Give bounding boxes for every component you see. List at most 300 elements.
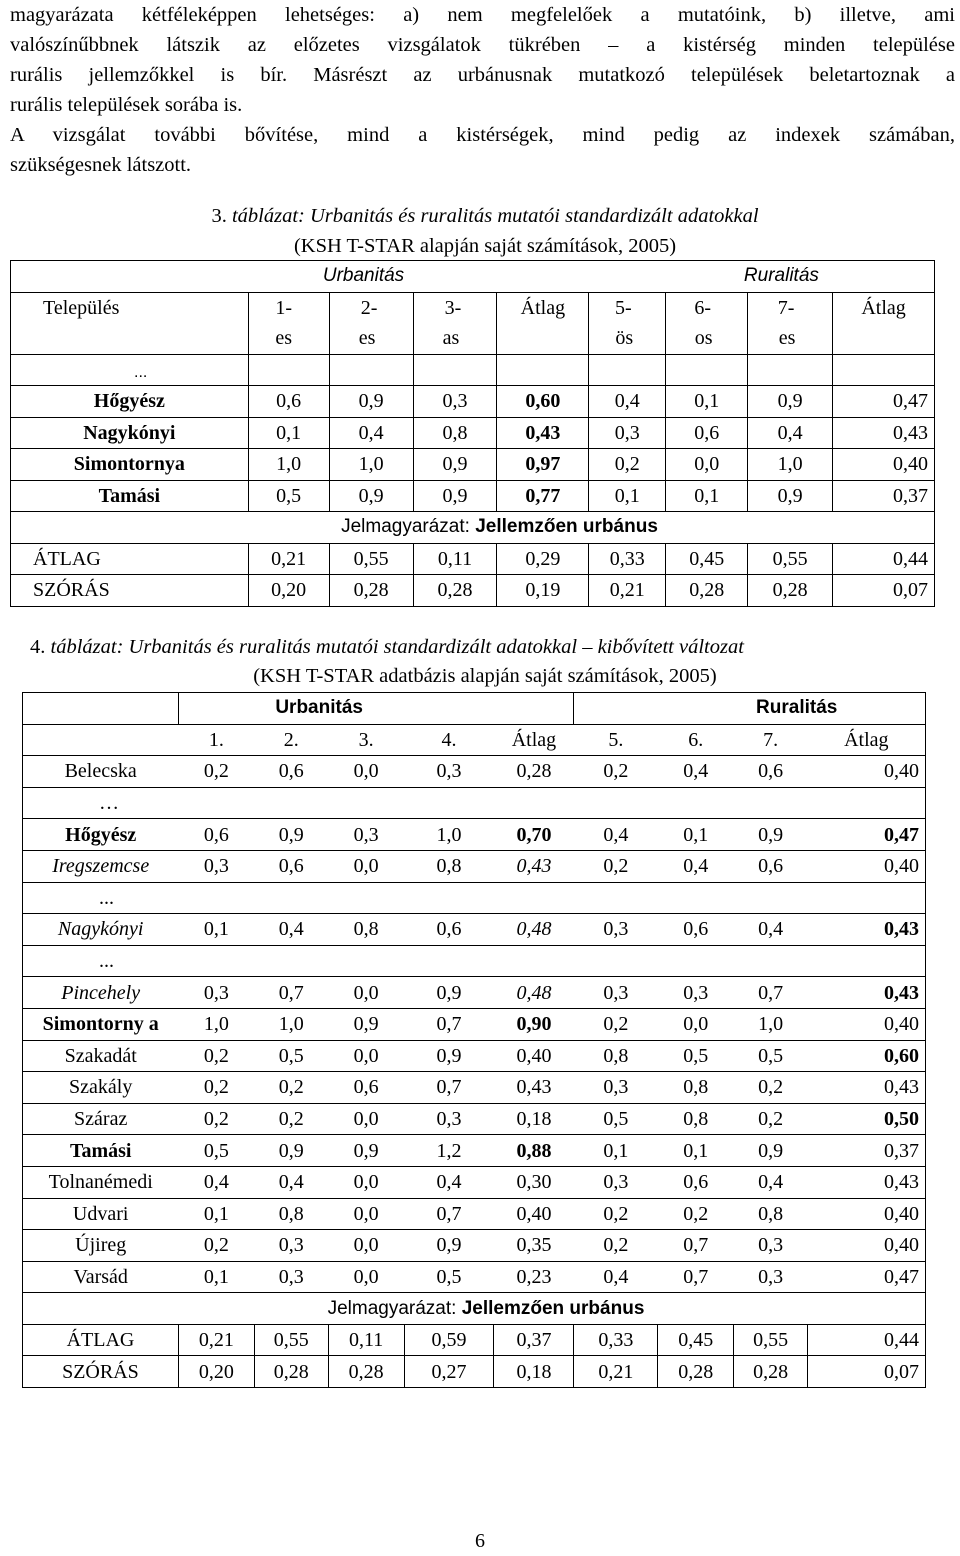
intro-line: rurális jellemzőkkel is bír. Másrészt az urbánusnak mutatkozó települések beletartoznak a — [10, 64, 955, 86]
table-cell: 0,21 — [178, 1324, 254, 1356]
table3-caption-source: (KSH T-STAR alapján saját számítások, 2005) — [293, 235, 677, 257]
table3-col-header: Átlag — [497, 292, 589, 323]
table-cell: 0,55 — [329, 543, 413, 575]
table-cell: 0,6 — [404, 914, 494, 946]
table3-legend-row — [11, 512, 935, 544]
table-cell: 1,0 — [404, 819, 494, 851]
table-cell: 0,8 — [658, 1103, 734, 1135]
table-cell: 0,27 — [404, 1356, 494, 1388]
table4-col-header: 7. — [734, 724, 808, 756]
settlement-name: Száraz — [23, 1103, 179, 1135]
table4-group-ruralitas: Ruralitás — [574, 693, 926, 725]
table-cell: 0,28 — [494, 756, 574, 788]
table-cell: 0,47 — [808, 1261, 926, 1293]
table-row — [23, 850, 926, 882]
table-cell: 0,5 — [254, 1040, 328, 1072]
table-cell: 0,1 — [178, 1261, 254, 1293]
table-cell: 0,40 — [808, 850, 926, 882]
table-cell: 0,43 — [808, 1072, 926, 1104]
table3-group-header — [11, 261, 935, 293]
table-cell: 0,9 — [329, 386, 413, 418]
table-cell: 0,43 — [808, 1166, 926, 1198]
table-cell: 0,4 — [658, 850, 734, 882]
table-cell: 0,60 — [497, 386, 589, 418]
table-cell: 0,07 — [833, 575, 935, 607]
table-cell: 0,77 — [497, 480, 589, 512]
table-cell: 0,88 — [494, 1135, 574, 1167]
table-cell: 0,7 — [658, 1230, 734, 1262]
table-row — [11, 480, 935, 512]
settlement-name: Hőgyész — [23, 819, 179, 851]
table-row — [23, 1008, 926, 1040]
table-cell: 0,7 — [404, 1008, 494, 1040]
table-cell: 0,2 — [178, 756, 254, 788]
table-cell: 0,1 — [658, 1135, 734, 1167]
table-cell: 0,37 — [833, 480, 935, 512]
table3-ellipsis: ... — [134, 364, 148, 381]
table-row — [23, 1230, 926, 1262]
settlement-name: Tamási — [11, 480, 249, 512]
intro-paragraph — [10, 0, 955, 180]
table-cell: 0,35 — [494, 1230, 574, 1262]
table-cell: 0,0 — [328, 1261, 404, 1293]
table-row — [11, 386, 935, 418]
table-cell: 0,0 — [328, 1166, 404, 1198]
table-cell: 0,28 — [666, 575, 748, 607]
table-cell: 0,47 — [833, 386, 935, 418]
table-cell: 0,2 — [574, 1230, 658, 1262]
table-cell: 1,0 — [178, 1008, 254, 1040]
table-row — [23, 819, 926, 851]
table-cell: 0,44 — [808, 1324, 926, 1356]
table-cell: 0,33 — [574, 1324, 658, 1356]
table-cell: 0,4 — [574, 819, 658, 851]
settlement-name: Udvari — [23, 1198, 179, 1230]
table-cell: 0,37 — [494, 1324, 574, 1356]
table-cell: 0,2 — [574, 850, 658, 882]
table-cell: 0,8 — [574, 1040, 658, 1072]
table-cell: 0,48 — [494, 977, 574, 1009]
table-cell: 0,5 — [248, 480, 329, 512]
settlement-name: Nagykónyi — [11, 417, 249, 449]
table4-col-header: 4. — [404, 724, 494, 756]
stats-label: ÁTLAG — [23, 1324, 179, 1356]
table-cell: 0,5 — [574, 1103, 658, 1135]
table-cell: 0,1 — [178, 914, 254, 946]
table-cell: 0,9 — [328, 1135, 404, 1167]
intro-line: rurális települések sorába is. — [10, 94, 243, 116]
table-row — [23, 1135, 926, 1167]
table-cell: 0,37 — [808, 1135, 926, 1167]
table-cell: 0,3 — [178, 977, 254, 1009]
table-cell: 0,5 — [178, 1135, 254, 1167]
table-cell: 0,18 — [494, 1356, 574, 1388]
table-cell: 0,3 — [254, 1230, 328, 1262]
table-cell: 0,40 — [494, 1040, 574, 1072]
table-cell: 0,7 — [254, 977, 328, 1009]
table-cell: 0,1 — [666, 386, 748, 418]
table-cell: 0,45 — [658, 1324, 734, 1356]
table3-col-header-suffix: es — [329, 323, 413, 354]
table-cell: 0,3 — [589, 417, 666, 449]
table3-col-header-suffix: as — [413, 323, 497, 354]
table-cell: 0,40 — [808, 1230, 926, 1262]
table-cell: 0,55 — [734, 1324, 808, 1356]
table-cell: 0,28 — [413, 575, 497, 607]
table-cell: 0,6 — [254, 756, 328, 788]
table3-col-header-suffix: ös — [589, 323, 666, 354]
table-cell: 0,0 — [328, 1230, 404, 1262]
table-cell: 0,8 — [413, 417, 497, 449]
table3-col-header: 6- — [666, 292, 748, 323]
table-cell: 0,19 — [497, 575, 589, 607]
table-cell: 0,2 — [254, 1103, 328, 1135]
table-cell: 0,43 — [808, 914, 926, 946]
table-cell: 0,1 — [658, 819, 734, 851]
table-row — [23, 1103, 926, 1135]
table4-col-header: 3. — [328, 724, 404, 756]
table-cell: 0,40 — [808, 1198, 926, 1230]
stats-label: SZÓRÁS — [11, 575, 249, 607]
table4-caption-source: (KSH T-STAR adatbázis alapján saját számítások, 2005) — [253, 665, 717, 687]
table3-col-header-suffix: es — [248, 323, 329, 354]
table-cell: 0,90 — [494, 1008, 574, 1040]
table4-col-header: Átlag — [808, 724, 926, 756]
table-cell: 0,43 — [833, 417, 935, 449]
intro-line: szükségesnek látszott. — [10, 154, 192, 176]
table-cell: 0,4 — [404, 1166, 494, 1198]
table4-group-header — [23, 693, 926, 725]
table-cell: 0,6 — [328, 1072, 404, 1104]
settlement-name: Szakadát — [23, 1040, 179, 1072]
table-cell: 0,30 — [494, 1166, 574, 1198]
table-cell: 0,1 — [574, 1135, 658, 1167]
table-row — [23, 1166, 926, 1198]
table-cell: 0,3 — [574, 1072, 658, 1104]
settlement-name: Tamási — [23, 1135, 179, 1167]
table-cell: 0,3 — [404, 1103, 494, 1135]
table-cell: 0,3 — [404, 756, 494, 788]
ellipsis-cell: ... — [23, 945, 926, 977]
table-cell: 0,4 — [589, 386, 666, 418]
table-row — [23, 1072, 926, 1104]
stats-row — [11, 575, 935, 607]
table-cell: 0,6 — [658, 914, 734, 946]
table-cell: 0,43 — [497, 417, 589, 449]
table-cell: 0,07 — [808, 1356, 926, 1388]
table-cell: 0,28 — [658, 1356, 734, 1388]
table-cell: 0,43 — [494, 850, 574, 882]
table-cell: 1,0 — [329, 449, 413, 481]
table-cell: 0,9 — [734, 819, 808, 851]
table-cell: 0,7 — [658, 1261, 734, 1293]
table3-caption-number: 3. — [211, 205, 227, 227]
table-cell: 0,7 — [404, 1072, 494, 1104]
table-row — [23, 1198, 926, 1230]
table-cell: 0,28 — [254, 1356, 328, 1388]
table4-caption — [30, 632, 935, 662]
table-cell: 0,3 — [574, 914, 658, 946]
table-cell: 0,11 — [328, 1324, 404, 1356]
table-cell: 0,2 — [589, 449, 666, 481]
settlement-name: Tolnanémedi — [23, 1166, 179, 1198]
table-cell: 0,40 — [833, 449, 935, 481]
settlement-name: Simontornya — [11, 449, 249, 481]
table-cell: 0,48 — [494, 914, 574, 946]
stats-row — [11, 543, 935, 575]
table-cell: 0,20 — [178, 1356, 254, 1388]
table-cell: 0,6 — [734, 756, 808, 788]
table-cell: 0,5 — [404, 1261, 494, 1293]
table-cell: 0,28 — [748, 575, 833, 607]
table4-caption-number: 4. — [30, 636, 46, 658]
settlement-name: Hőgyész — [11, 386, 249, 418]
table-cell: 0,2 — [734, 1103, 808, 1135]
table-cell: 0,1 — [248, 417, 329, 449]
intro-line: magyarázata kétféleképpen lehetséges: a) nem megfelelőek a mutatóink, b) illetve, ami — [10, 4, 955, 26]
table3-group-urbanitas: Urbanitás — [322, 265, 405, 287]
table-cell: 0,0 — [328, 1103, 404, 1135]
table-cell: 0,0 — [328, 1040, 404, 1072]
table-cell: 0,29 — [497, 543, 589, 575]
table-cell: 0,60 — [808, 1040, 926, 1072]
table-cell: 1,0 — [254, 1008, 328, 1040]
table3-col-header: 7- — [748, 292, 833, 323]
table-cell: 0,11 — [413, 543, 497, 575]
table4-col-header: 2. — [254, 724, 328, 756]
table-cell: 0,2 — [734, 1072, 808, 1104]
table-cell: 0,43 — [494, 1072, 574, 1104]
table-cell: 0,3 — [254, 1261, 328, 1293]
table-cell: 0,8 — [328, 914, 404, 946]
table-cell: 0,5 — [658, 1040, 734, 1072]
table-cell: 0,3 — [658, 977, 734, 1009]
table3-col-header: Átlag — [833, 292, 935, 323]
table-cell: 0,6 — [254, 850, 328, 882]
table-cell: 0,9 — [328, 1008, 404, 1040]
ellipsis-row — [23, 882, 926, 914]
table-cell: 0,1 — [589, 480, 666, 512]
stats-row — [23, 1324, 926, 1356]
table-cell: 0,2 — [574, 1008, 658, 1040]
table-cell: 0,9 — [748, 386, 833, 418]
stats-row — [23, 1356, 926, 1388]
table-cell: 0,9 — [748, 480, 833, 512]
table-cell: 1,0 — [248, 449, 329, 481]
table-cell: 0,45 — [666, 543, 748, 575]
table-cell: 0,9 — [413, 449, 497, 481]
ellipsis-cell: ... — [23, 882, 926, 914]
table-cell: 0,4 — [254, 1166, 328, 1198]
table-cell: 0,59 — [404, 1324, 494, 1356]
table3-caption — [135, 201, 835, 231]
intro-line: valószínűbbnek látszik az előzetes vizsgálatok tükrében – a kistérség minden települése — [10, 34, 955, 56]
table-cell: 0,9 — [254, 819, 328, 851]
table-cell: 0,2 — [178, 1230, 254, 1262]
table4-col-header: 6. — [658, 724, 734, 756]
table3-col-settlement: Település — [43, 296, 120, 319]
table4-col-header: Átlag — [494, 724, 574, 756]
table-cell: 0,23 — [494, 1261, 574, 1293]
table-cell: 1,0 — [748, 449, 833, 481]
table-cell: 0,2 — [658, 1198, 734, 1230]
table-cell: 0,3 — [178, 850, 254, 882]
table-cell: 0,97 — [497, 449, 589, 481]
table-row — [23, 1040, 926, 1072]
table-cell: 0,3 — [734, 1261, 808, 1293]
table-cell: 0,33 — [589, 543, 666, 575]
table-cell: 1,0 — [734, 1008, 808, 1040]
table-cell: 0,6 — [658, 1166, 734, 1198]
table-cell: 0,6 — [178, 819, 254, 851]
table-cell: 0,9 — [734, 1135, 808, 1167]
table-cell: 0,9 — [254, 1135, 328, 1167]
table-row — [23, 1261, 926, 1293]
settlement-name: Belecska — [23, 756, 179, 788]
table-cell: 0,2 — [574, 1198, 658, 1230]
table-cell: 0,4 — [734, 914, 808, 946]
table-cell: 0,2 — [574, 756, 658, 788]
table3-group-ruralitas: Ruralitás — [743, 265, 819, 287]
table-cell: 0,3 — [328, 819, 404, 851]
table-cell: 0,6 — [248, 386, 329, 418]
table-cell: 1,2 — [404, 1135, 494, 1167]
table-row — [11, 449, 935, 481]
table-cell: 0,0 — [328, 1198, 404, 1230]
table4 — [22, 692, 926, 1388]
table-cell: 0,8 — [404, 850, 494, 882]
stats-label: ÁTLAG — [11, 543, 249, 575]
table-cell: 0,70 — [494, 819, 574, 851]
table-cell: 0,21 — [589, 575, 666, 607]
table-cell: 0,2 — [178, 1103, 254, 1135]
table-cell: 0,40 — [808, 756, 926, 788]
table-cell: 0,21 — [248, 543, 329, 575]
settlement-name: Újireg — [23, 1230, 179, 1262]
table-cell: 0,0 — [666, 449, 748, 481]
settlement-name: Szakály — [23, 1072, 179, 1104]
table-cell: 0,40 — [808, 1008, 926, 1040]
table-cell: 0,50 — [808, 1103, 926, 1135]
table-cell: 0,1 — [178, 1198, 254, 1230]
table-cell: 0,6 — [734, 850, 808, 882]
table-cell: 0,43 — [808, 977, 926, 1009]
table3-col-header: 5- — [589, 292, 666, 323]
table-cell: 0,8 — [254, 1198, 328, 1230]
table3-col-header: 2- — [329, 292, 413, 323]
table-cell: 0,9 — [404, 1040, 494, 1072]
table3-col-header: 3- — [413, 292, 497, 323]
table-cell: 0,5 — [734, 1040, 808, 1072]
table-cell: 0,4 — [254, 914, 328, 946]
table3-ellipsis-row — [11, 354, 935, 386]
table-cell: 0,3 — [574, 977, 658, 1009]
table-cell: 0,0 — [328, 756, 404, 788]
table4-legend-prefix: Jelmagyarázat: — [327, 1297, 462, 1319]
table3-column-header — [11, 292, 935, 323]
table3-legend-prefix: Jelmagyarázat: — [341, 516, 476, 538]
table-cell: 0,4 — [748, 417, 833, 449]
table-cell: 0,9 — [404, 977, 494, 1009]
table-cell: 0,55 — [748, 543, 833, 575]
table-cell: 0,3 — [574, 1166, 658, 1198]
table4-group-urbanitas: Urbanitás — [178, 693, 574, 725]
settlement-name: Iregszemcse — [23, 850, 179, 882]
table-cell: 0,7 — [734, 977, 808, 1009]
table4-legend-row — [23, 1293, 926, 1325]
table-cell: 0,4 — [658, 756, 734, 788]
ellipsis-row — [23, 787, 926, 819]
table-row — [23, 977, 926, 1009]
table-cell: 0,28 — [329, 575, 413, 607]
table-cell: 0,4 — [178, 1166, 254, 1198]
ellipsis-cell: … — [23, 787, 926, 819]
table-cell: 0,18 — [494, 1103, 574, 1135]
table4-caption-title: táblázat: Urbanitás és ruralitás mutatói standardizált adatokkal – kibővített változat — [50, 636, 744, 658]
table-cell: 0,9 — [413, 480, 497, 512]
table-cell: 0,55 — [254, 1324, 328, 1356]
table3-col-header: 1- — [248, 292, 329, 323]
table-cell: 0,47 — [808, 819, 926, 851]
table3-col-header-suffix: es — [748, 323, 833, 354]
table3-legend-bold: Jellemzően urbánus — [475, 516, 658, 538]
settlement-name: Pincehely — [23, 977, 179, 1009]
settlement-name: Varsád — [23, 1261, 179, 1293]
table4-column-header — [23, 724, 926, 756]
table4-col-header: 1. — [178, 724, 254, 756]
table-cell: 0,9 — [329, 480, 413, 512]
table-row — [23, 914, 926, 946]
table4-col-header: 5. — [574, 724, 658, 756]
table-cell: 0,21 — [574, 1356, 658, 1388]
table-cell: 0,3 — [734, 1230, 808, 1262]
table-cell: 0,2 — [178, 1072, 254, 1104]
ellipsis-row — [23, 945, 926, 977]
intro-line: A vizsgálat további bővítése, mind a kistérségek, mind pedig az indexek számában, — [10, 124, 955, 146]
page-number: 6 — [475, 1530, 485, 1552]
table-cell: 0,0 — [658, 1008, 734, 1040]
table-cell: 0,4 — [329, 417, 413, 449]
settlement-name: Nagykónyi — [23, 914, 179, 946]
table-cell: 0,9 — [404, 1230, 494, 1262]
table-cell: 0,4 — [574, 1261, 658, 1293]
table-row — [11, 417, 935, 449]
table-cell: 0,3 — [413, 386, 497, 418]
table-cell: 0,0 — [328, 977, 404, 1009]
table-row — [23, 756, 926, 788]
table3-caption-title: táblázat: Urbanitás és ruralitás mutatói standardizált adatokkal — [231, 205, 759, 227]
table-cell: 0,4 — [734, 1166, 808, 1198]
table3 — [10, 260, 935, 607]
table-cell: 0,8 — [734, 1198, 808, 1230]
table-cell: 0,0 — [328, 850, 404, 882]
table-cell: 0,7 — [404, 1198, 494, 1230]
stats-label: SZÓRÁS — [23, 1356, 179, 1388]
settlement-name: Simontorny a — [23, 1008, 179, 1040]
table-cell: 0,20 — [248, 575, 329, 607]
table-cell: 0,28 — [734, 1356, 808, 1388]
table-cell: 0,44 — [833, 543, 935, 575]
table-cell: 0,2 — [178, 1040, 254, 1072]
table-cell: 0,2 — [254, 1072, 328, 1104]
table-cell: 0,40 — [494, 1198, 574, 1230]
table-cell: 0,28 — [328, 1356, 404, 1388]
table-cell: 0,6 — [666, 417, 748, 449]
table4-legend-bold: Jellemzően urbánus — [461, 1297, 645, 1319]
table-cell: 0,1 — [666, 480, 748, 512]
table3-col-header-suffix: os — [666, 323, 748, 354]
table-cell: 0,8 — [658, 1072, 734, 1104]
